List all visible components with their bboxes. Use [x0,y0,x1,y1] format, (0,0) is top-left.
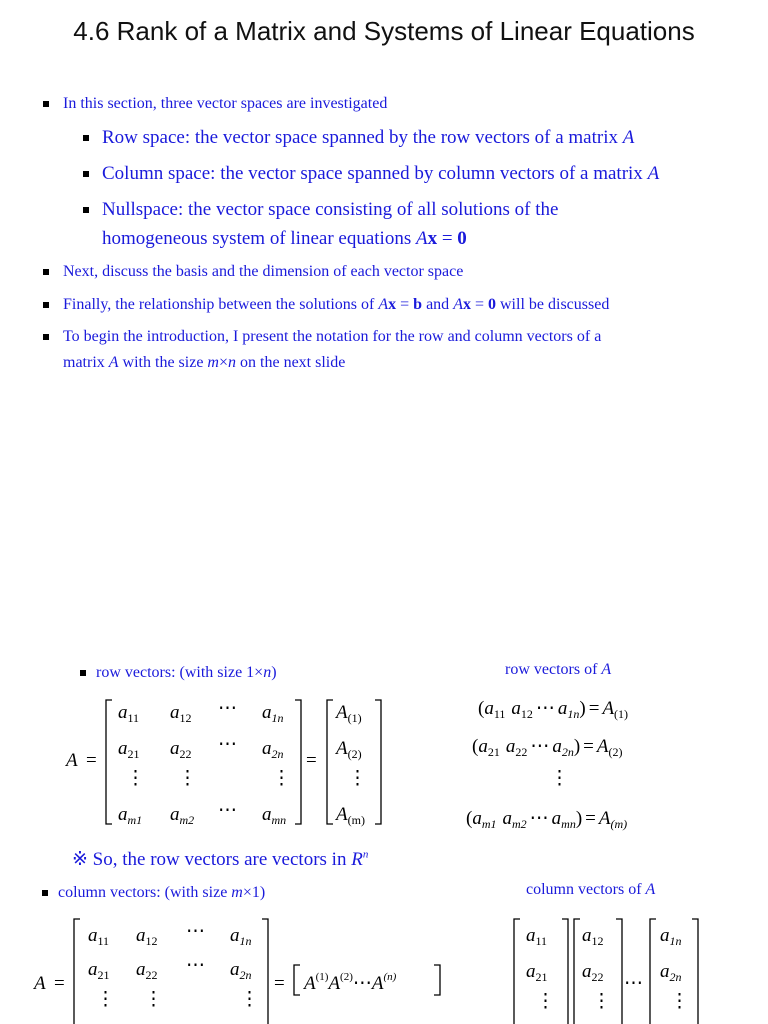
sub-bullet-row-space [102,127,634,149]
right-bracket [295,700,301,824]
row-vector-m: $A_{(m)}$ [336,804,365,827]
bullet-text: matrix [63,354,109,371]
bullet-marker [43,269,49,275]
entry-a1n: $a_{1n}$ [230,925,252,948]
bullet-text: and [422,296,454,313]
hdots: ⋯ [186,921,205,942]
bullet-text: with the size [118,354,208,371]
bullet-text: on the next slide [236,354,346,371]
entry-a22: $a_{22}$ [136,959,158,982]
bullet-basis [63,263,463,281]
note-text: ※ So, the row vectors are vectors in [72,849,352,870]
bullet-notation-line2 [63,354,345,372]
row-matrix-equation [0,680,768,840]
symbol-times: × [218,354,229,371]
left-bracket [514,919,520,1024]
symbol-eq: = [470,296,488,313]
symbol-R: R [351,849,363,870]
bullet-marker [80,670,86,676]
symbol-x: x [427,228,438,249]
right-bracket [375,700,381,824]
col1-entry-a21: $a_{21}$ [526,961,548,984]
entry-am2: $a_{m2}$ [170,804,195,827]
equals-sign: = [86,750,97,771]
vdots: ⋮ [670,991,689,1012]
equals-sign: = [306,750,317,771]
bullet-marker [43,101,49,107]
entry-a2n: $a_{2n}$ [230,959,252,982]
vdots: ⋮ [96,989,115,1010]
right-bracket [616,919,622,1024]
bullet-text: In this section, three vector spaces are investigated [63,95,388,112]
bullet-marker [83,207,89,213]
caption-text: row vectors of [505,661,602,678]
entry-a22: $a_{22}$ [170,738,192,761]
vdots: ⋮ [536,991,555,1012]
symbol-A: A [108,354,119,371]
bullet-intro [63,95,387,113]
matrix-name: A [34,973,46,994]
vdots: ⋮ [240,989,259,1010]
row-def-1: ($a_{11}$ $a_{12}$ ⋯ $a_{1n}) = A_{(1)}$ [478,698,629,721]
symbol-A: A [378,296,389,313]
vdots: ⋮ [272,768,291,789]
sub-bullet-column-space [102,163,659,185]
entry-a12: $a_{12}$ [136,925,158,948]
symbol-n: n [228,354,237,371]
bullet-text: will be discussed [496,296,610,313]
right-bracket [434,965,440,995]
sub-bullet-nullspace-line2 [102,228,467,250]
coln-entry-a1n: $a_{1n}$ [660,925,682,948]
symbol-zero: 0 [488,296,496,313]
hdots: ⋯ [218,698,237,719]
row-vector-2: $A_{(2)}$ [336,738,362,761]
col1-entry-a11: $a_{11}$ [526,925,548,948]
row-vectors-note [72,848,368,871]
symbol-zero: 0 [457,228,467,249]
left-bracket [294,965,300,995]
left-bracket [574,919,580,1024]
column-vectors-row: $A^{(1)}A^{(2)}\cdots A^{(n)}$ [304,971,397,994]
bullet-notation [63,328,601,346]
vdots: ⋮ [550,768,569,789]
left-bracket [650,919,656,1024]
symbol-x: x [388,296,397,313]
symbol-n: n [263,664,272,681]
slide-title: 4.6 Rank of a Matrix and Systems of Linear Equations [73,16,695,46]
bullet-marker [83,171,89,177]
row-def-m: ($a_{m1}$ $a_{m2}$ ⋯ $a_{mn}) = A_{(m)}$ [466,808,628,831]
entry-a21: $a_{21}$ [118,738,140,761]
bullet-text: To begin the introduction, I present the notation for the row and column vectors of a [63,328,602,345]
entry-a1n: $a_{1n}$ [262,702,284,725]
left-bracket [74,919,80,1024]
hdots: ⋯ [218,734,237,755]
symbol-eq: = [437,228,458,249]
right-bracket [692,919,698,1024]
symbol-n: n [362,848,369,861]
symbol-A: A [647,163,660,184]
equals-sign: = [54,973,65,994]
symbol-b: b [413,296,423,313]
column-vectors-label [58,884,265,902]
column-vectors-caption [526,881,655,899]
vdots: ⋮ [144,989,163,1010]
left-bracket [327,700,333,824]
hdots: ⋯ [624,973,643,994]
symbol-m: m [207,354,219,371]
symbol-A: A [415,228,428,249]
left-bracket [106,700,112,824]
entry-a12: $a_{12}$ [170,702,192,725]
vdots: ⋮ [592,991,611,1012]
bullet-text: Nullspace: the vector space consisting of all solutions of the [102,199,559,220]
bullet-text: Row space: the vector space spanned by the row vectors of a matrix [102,127,623,148]
entry-a2n: $a_{2n}$ [262,738,284,761]
sub-bullet-nullspace [102,199,558,221]
bullet-text: Column space: the vector space spanned by column vectors of a matrix [102,163,648,184]
symbol-A: A [601,661,612,678]
vdots: ⋮ [348,768,367,789]
entry-amn: $a_{mn}$ [262,804,287,827]
bullet-marker [42,890,48,896]
right-bracket [262,919,268,1024]
vdots: ⋮ [126,768,145,789]
vdots: ⋮ [178,768,197,789]
bullet-text: Next, discuss the basis and the dimension of each vector space [63,263,464,280]
bullet-marker [83,135,89,141]
bullet-text: homogeneous system of linear equations [102,228,416,249]
entry-am1: $a_{m1}$ [118,804,143,827]
bullet-marker [43,302,49,308]
col2-entry-a12: $a_{12}$ [582,925,604,948]
symbol-x: x [462,296,471,313]
col2-entry-a22: $a_{22}$ [582,961,604,984]
hdots: ⋯ [218,800,237,821]
symbol-A: A [622,127,635,148]
column-matrix-equation [0,905,768,1024]
bullet-marker [43,334,49,340]
hdots: ⋯ [186,955,205,976]
row-vector-1: $A_{(1)}$ [336,702,362,725]
bullet-text: Finally, the relationship between the solutions of [63,296,379,313]
row-def-2: ($a_{21}$ $a_{22}$ ⋯ $a_{2n}) = A_{(2)}$ [472,736,623,759]
right-bracket [562,919,568,1024]
label-text: row vectors: (with size 1× [96,664,264,681]
equals-sign: = [274,973,285,994]
label-text: column vectors: (with size [58,884,232,901]
label-text: ×1) [242,884,266,901]
symbol-A: A [645,881,656,898]
symbol-eq: = [396,296,414,313]
bullet-relationship [63,296,609,314]
symbol-A: A [453,296,463,313]
entry-a11: $a_{11}$ [88,925,110,948]
label-text: ) [271,664,277,681]
symbol-m: m [231,884,243,901]
coln-entry-a2n: $a_{2n}$ [660,961,682,984]
row-vectors-caption [505,661,611,679]
entry-a11: $a_{11}$ [118,702,140,725]
matrix-name: A [66,750,78,771]
entry-a21: $a_{21}$ [88,959,110,982]
caption-text: column vectors of [526,881,646,898]
